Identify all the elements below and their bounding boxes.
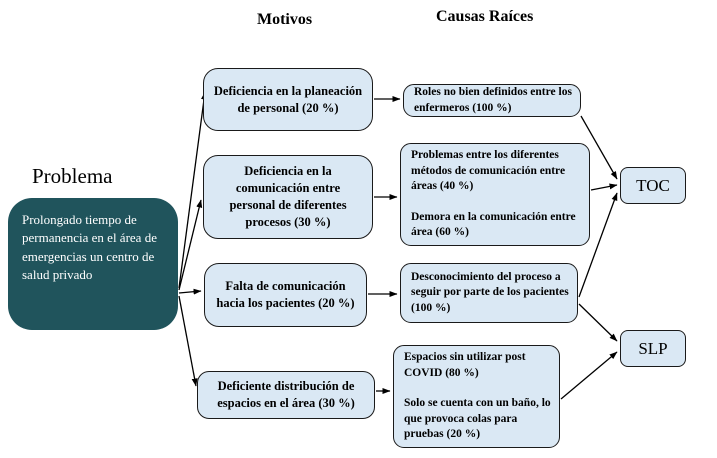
arrow-problem-to-motivo-1	[179, 92, 205, 288]
causa-box-metodos-comunicacion	[400, 143, 590, 246]
causa-text: Roles no bien definidos entre los enfermeros (100 %)	[414, 86, 572, 114]
causa-box-roles-enfermeros	[403, 84, 581, 117]
causa-text: Espacios sin utilizar post COVID (80 %)	[404, 351, 526, 379]
motivo-box-distribucion-espacios: Deficiente distribución de espacios en el área (30 %)	[197, 371, 375, 419]
motivo-box-comunicacion-pacientes: Falta de comunicación hacia los pacientes (20 %)	[204, 263, 367, 327]
outcome-box-slp: SLP	[620, 330, 686, 367]
causa-text: Demora en la comunicación entre área (60 %)	[411, 210, 576, 239]
arrow-problem-to-motivo-3	[179, 291, 201, 293]
arrow-problem-to-motivo-2	[179, 200, 201, 290]
problema-heading: Problema	[32, 164, 113, 188]
motivos-column-heading: Motivos	[257, 11, 313, 28]
arrow-problem-to-motivo-4	[179, 296, 196, 386]
causa-text: Solo se cuenta con un baño, lo que provoca colas para pruebas (20 %)	[404, 397, 551, 441]
motivo-box-planeacion-personal: Deficiencia en la planeación de personal (20 %)	[203, 68, 373, 131]
arrow-causa-3-to-slp	[579, 304, 617, 341]
causa-text: Desconocimiento del proceso a seguir por parte de los pacientes (100 %)	[411, 270, 569, 314]
arrow-causa-2-to-toc	[591, 185, 617, 190]
causa-box-desconocimiento-proceso	[400, 263, 578, 323]
motivo-box-comunicacion-personal: Deficiencia en la comunicación entre personal de diferentes procesos (30 %)	[203, 155, 373, 239]
arrow-causa-4-to-slp	[561, 352, 617, 399]
outcome-box-toc: TOC	[620, 167, 686, 204]
causas-raices-column-heading: Causas Raíces	[436, 8, 534, 25]
causa-box-espacios-covid	[393, 345, 560, 448]
problem-statement-box: Prolongado tiempo de permanencia en el área de emergencias un centro de salud privado	[8, 198, 178, 330]
causa-text: Problemas entre los diferentes métodos de comunicación entre áreas (40 %)	[411, 149, 566, 193]
